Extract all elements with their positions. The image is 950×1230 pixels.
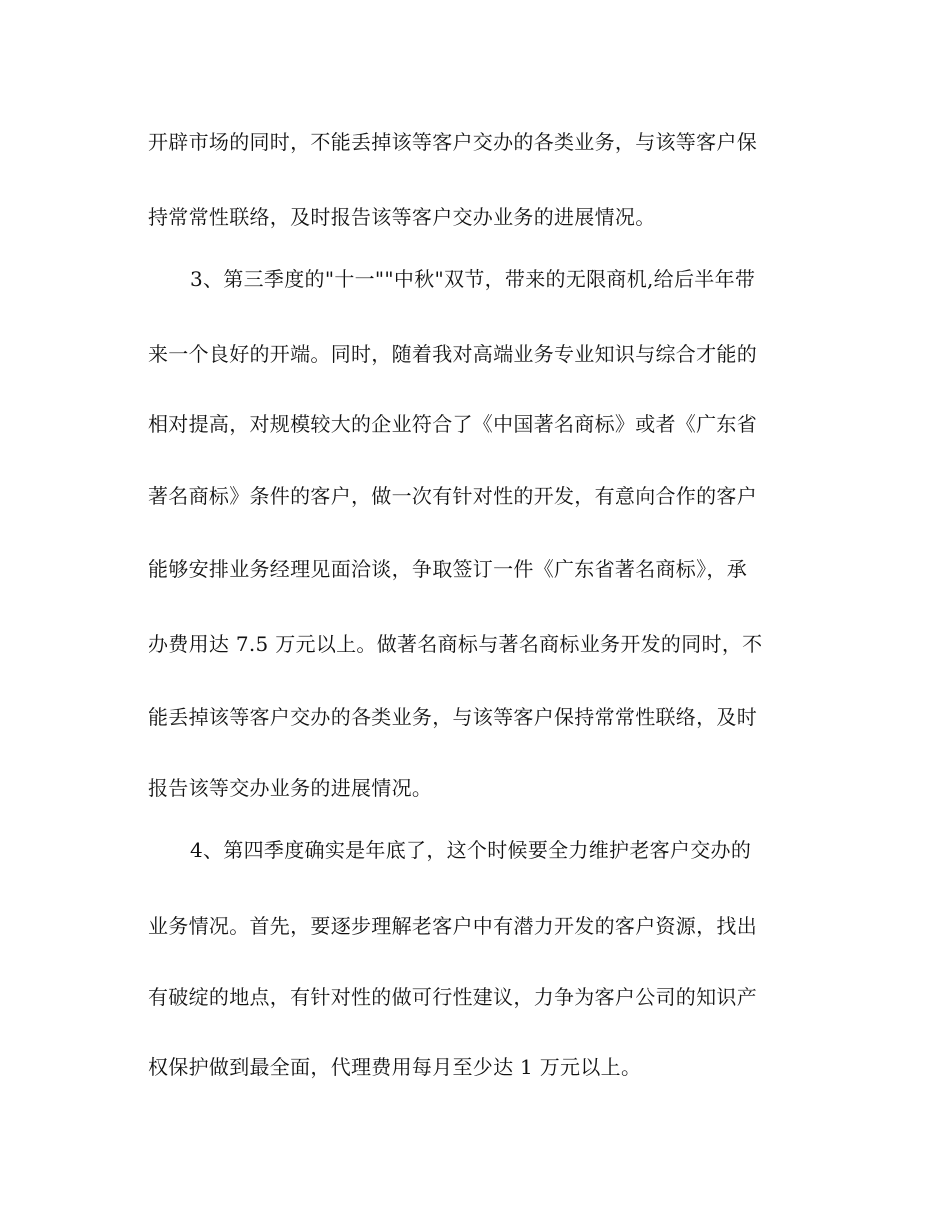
paragraph-3-start: 3、第三季度的"十一""中秋"双节，带来的无限商机,给后半年带 — [190, 267, 756, 291]
text-line: 著名商标》条件的客户，做一次有针对性的开发，有意向合作的客户 — [148, 484, 757, 508]
text-line: 开辟市场的同时，不能丢掉该等客户交办的各类业务，与该等客户保 — [148, 130, 757, 154]
text-line: 办费用达 7.5 万元以上。做著名商标与著名商标业务开发的同时，不 — [148, 632, 763, 656]
text-line: 报告该等交办业务的进展情况。 — [148, 776, 433, 800]
text-line: 业务情况。首先，要逐步理解老客户中有潜力开发的客户资源，找出 — [148, 914, 757, 938]
text-line: 来一个良好的开端。同时，随着我对高端业务专业知识与综合才能的 — [148, 342, 757, 366]
paragraph-4-start: 4、第四季度确实是年底了，这个时候要全力维护老客户交办的 — [190, 838, 752, 862]
text-line: 持常常性联络，及时报告该等客户交办业务的进展情况。 — [148, 205, 656, 229]
text-line: 能够安排业务经理见面洽谈，争取签订一件《广东省著名商标》，承 — [148, 557, 747, 581]
text-line: 相对提高，对规模较大的企业符合了《中国著名商标》或者《广东省 — [148, 412, 757, 436]
text-line: 有破绽的地点，有针对性的做可行性建议，力争为客户公司的知识产 — [148, 985, 757, 1009]
text-line: 权保护做到最全面，代理费用每月至少达 1 万元以上。 — [148, 1055, 642, 1079]
text-line: 能丢掉该等客户交办的各类业务，与该等客户保持常常性联络，及时 — [148, 705, 757, 729]
